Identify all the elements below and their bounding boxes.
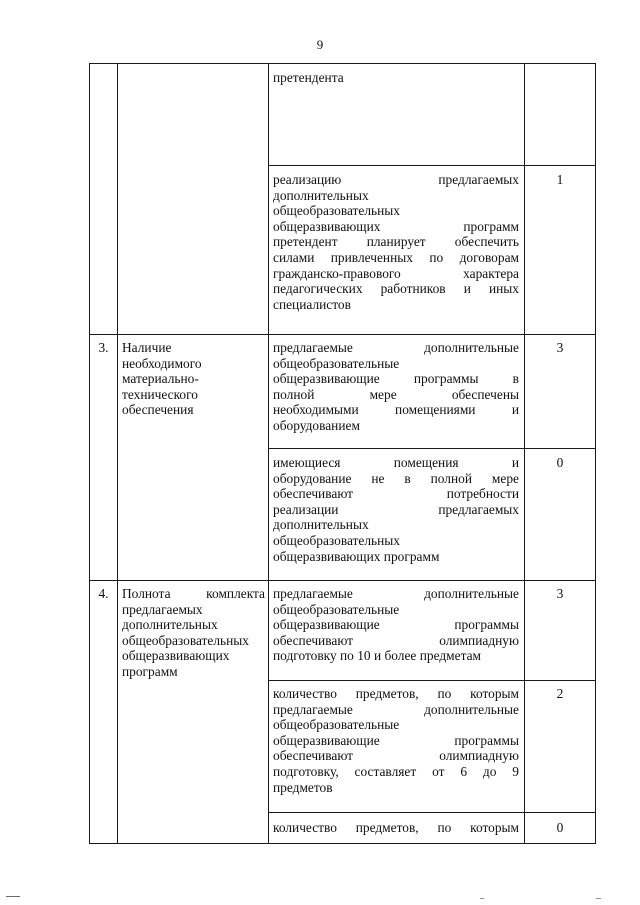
text-line: необходимыми помещениями и: [273, 402, 519, 418]
text-line: количество предметов, по которым: [273, 820, 519, 835]
table-subrow-divider: [268, 680, 596, 681]
table-border-left: [89, 63, 90, 844]
table-subrow-divider: [268, 448, 596, 449]
text-line: оборудованием: [273, 417, 360, 433]
table-divider-number: [117, 63, 118, 844]
text-line: подготовку по 10 и более предметам: [273, 648, 482, 664]
row-number: 4.: [98, 586, 109, 601]
text-line: предлагаемые дополнительные: [273, 701, 519, 717]
score-value: 3: [556, 340, 564, 355]
text-line: общеразвивающие программы: [273, 617, 519, 633]
text-line: дополнительных: [122, 617, 218, 633]
criterion-description: [273, 686, 519, 795]
text-line: предметов: [273, 779, 333, 795]
table-subrow-divider: [268, 165, 596, 166]
criterion-description: [273, 455, 519, 564]
table-row-divider: [89, 580, 596, 581]
text-line: обеспечивают олимпиадную: [273, 748, 519, 764]
text-line: силами привлеченных по договорам: [273, 249, 519, 265]
scan-artifact: [596, 898, 601, 899]
text-line: педагогических работников и иных: [273, 281, 519, 297]
text-line: оборудование не в полной мере: [273, 470, 519, 486]
criterion-description: [273, 820, 519, 836]
text-line: общеразвивающих: [122, 648, 230, 664]
criterion-name: [122, 586, 265, 680]
criterion-name: [122, 340, 264, 418]
text-line: обеспечивают потребности: [273, 486, 519, 502]
text-line: общеразвивающие программы: [273, 732, 519, 748]
score-value: 0: [556, 820, 564, 835]
table-row-divider: [89, 334, 596, 335]
score-value: 1: [556, 172, 564, 187]
text-line: подготовку, составляет от 6 до 9: [273, 763, 519, 779]
text-line: общеобразовательных: [273, 532, 401, 548]
text-line: Наличие: [122, 340, 172, 355]
text-line: общеобразовательных: [122, 632, 250, 648]
text-line: обеспечивают олимпиадную: [273, 632, 519, 648]
text-line: количество предметов, по которым: [273, 686, 519, 701]
scan-artifact: [6, 896, 20, 897]
text-line: общеразвивающих программ: [273, 548, 440, 564]
text-line: гражданско-правового характера: [273, 265, 519, 281]
text-line: дополнительных: [273, 187, 369, 203]
text-line: специалистов: [273, 296, 351, 312]
page-number: 9: [316, 37, 324, 52]
text-line: предлагаемые дополнительные: [273, 586, 519, 601]
text-line: имеющиеся помещения и: [273, 455, 519, 470]
text-line: дополнительных: [273, 517, 369, 533]
text-line: общеобразовательные: [273, 717, 400, 733]
table-divider-criterion: [268, 63, 269, 844]
criterion-description: [273, 586, 519, 664]
text-line: полной мере обеспечены: [273, 386, 519, 402]
text-line: претендент планирует обеспечить: [273, 234, 519, 250]
row-number: 3.: [98, 340, 109, 355]
criterion-tail-text: претендента: [273, 70, 344, 85]
criterion-description: [273, 340, 519, 434]
text-line: общеобразовательных: [273, 203, 401, 219]
table-subrow-divider: [268, 812, 596, 813]
criterion-description: [273, 172, 519, 312]
table-border-right: [595, 63, 596, 844]
table-border-bottom: [89, 843, 596, 844]
scan-artifact: [480, 898, 484, 899]
text-line: предлагаемые дополнительные: [273, 340, 519, 355]
score-value: 3: [556, 586, 564, 601]
text-line: Полнота комплекта: [122, 586, 265, 601]
text-line: общеразвивающих программ: [273, 218, 519, 234]
text-line: общеразвивающие программы в: [273, 371, 519, 387]
text-line: технического: [122, 386, 198, 402]
text-line: предлагаемых: [122, 601, 203, 617]
text-line: программ: [122, 663, 178, 679]
text-line: обеспечения: [122, 402, 194, 418]
text-line: реализацию предлагаемых: [273, 172, 519, 187]
score-value: 0: [556, 455, 564, 470]
text-line: общеобразовательные: [273, 601, 400, 617]
text-line: реализации предлагаемых: [273, 501, 519, 517]
text-line: необходимого: [122, 355, 202, 371]
text-line: общеобразовательные: [273, 355, 400, 371]
table-border-top: [89, 63, 596, 64]
text-line: материально-: [122, 371, 199, 387]
score-value: 2: [556, 686, 564, 701]
